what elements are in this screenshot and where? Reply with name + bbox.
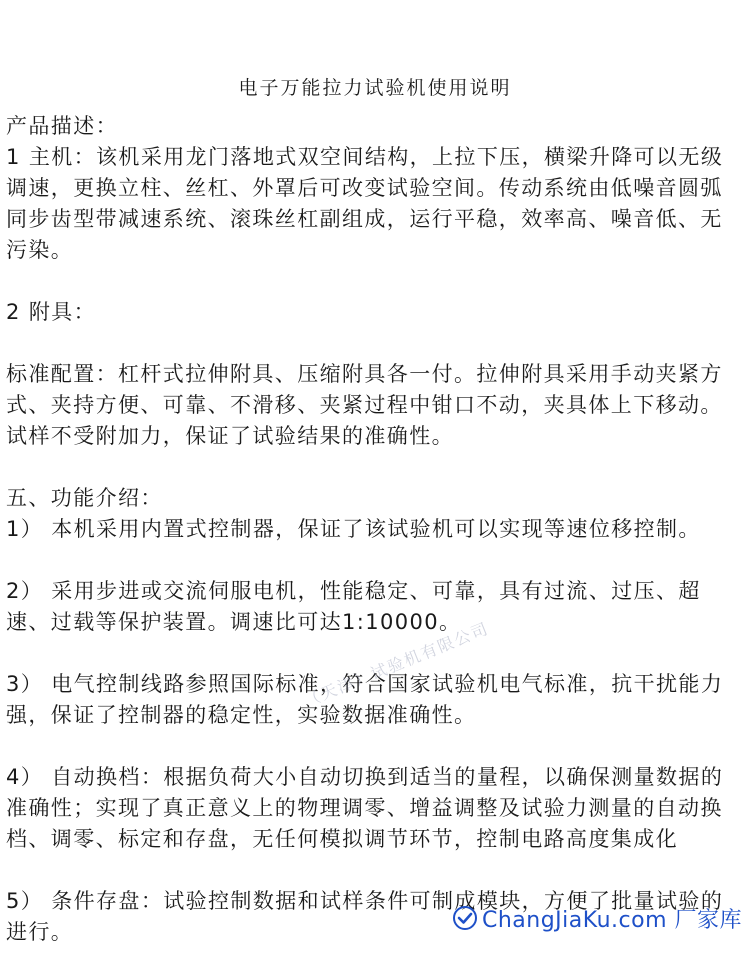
document-body bbox=[6, 111, 741, 948]
paragraph-feature-4: 4） 自动换档：根据负荷大小自动切换到适当的量程，以确保测量数据的准确性；实现了真正意义上的物理调零、增益调整及试验力测量的自动换档、调零、标定和存盘，无任何模拟调节环节，控制电路高度集成化 bbox=[6, 765, 724, 851]
paragraph-main-unit: 1 主机：该机采用龙门落地式双空间结构，上拉下压，横梁升降可以无级调速，更换立柱、丝杠、外罩后可改变试验空间。传动系统由低噪音圆弧同步齿型带减速系统、滚珠丝杠副组成，运行平稳，效率高、噪音低、无污染。 bbox=[6, 145, 724, 262]
paragraph-feature-2: 2） 采用步进或交流伺服电机，性能稳定、可靠，具有过流、过压、超速、过载等保护装置。调速比可达1:10000。 bbox=[6, 579, 701, 634]
paragraph-feature-3: 3） 电气控制线路参照国际标准，符合国家试验机电气标准，抗干扰能力强，保证了控制器的稳定性，实验数据准确性。 bbox=[6, 672, 724, 727]
paragraph-standard-config: 标准配置：杠杆式拉伸附具、压缩附具各一付。拉伸附具采用手动夹紧方式、夹持方便、可靠、不滑移、夹紧过程中钳口不动，夹具体上下移动。试样不受附加力，保证了试验结果的准确性。 bbox=[6, 362, 723, 448]
watermark: （天津）试验机有限公司 bbox=[301, 618, 492, 711]
paragraph-spacer bbox=[6, 638, 741, 669]
paragraph-spacer bbox=[6, 452, 741, 483]
paragraph-spacer bbox=[6, 855, 741, 886]
paragraph-spacer bbox=[6, 731, 741, 762]
site-logo-text: ChangJiaKu.com 厂家库 bbox=[481, 907, 742, 933]
document-title: 电子万能拉力试验机使用说明 bbox=[238, 77, 512, 99]
paragraph-spacer bbox=[6, 545, 741, 576]
paragraph-product-description-heading: 产品描述： bbox=[6, 114, 118, 138]
paragraph-spacer bbox=[6, 266, 741, 297]
paragraph-fixtures-heading: 2 附具： bbox=[6, 300, 97, 324]
paragraph-features-heading: 五、功能介绍： bbox=[6, 486, 163, 510]
paragraph-feature-5: 5） 条件存盘：试验控制数据和试样条件可制成模块，方便了批量试验的进行。 bbox=[6, 889, 724, 944]
paragraph-spacer bbox=[6, 328, 741, 359]
paragraph-feature-1: 1） 本机采用内置式控制器，保证了该试验机可以实现等速位移控制。 bbox=[6, 517, 701, 541]
